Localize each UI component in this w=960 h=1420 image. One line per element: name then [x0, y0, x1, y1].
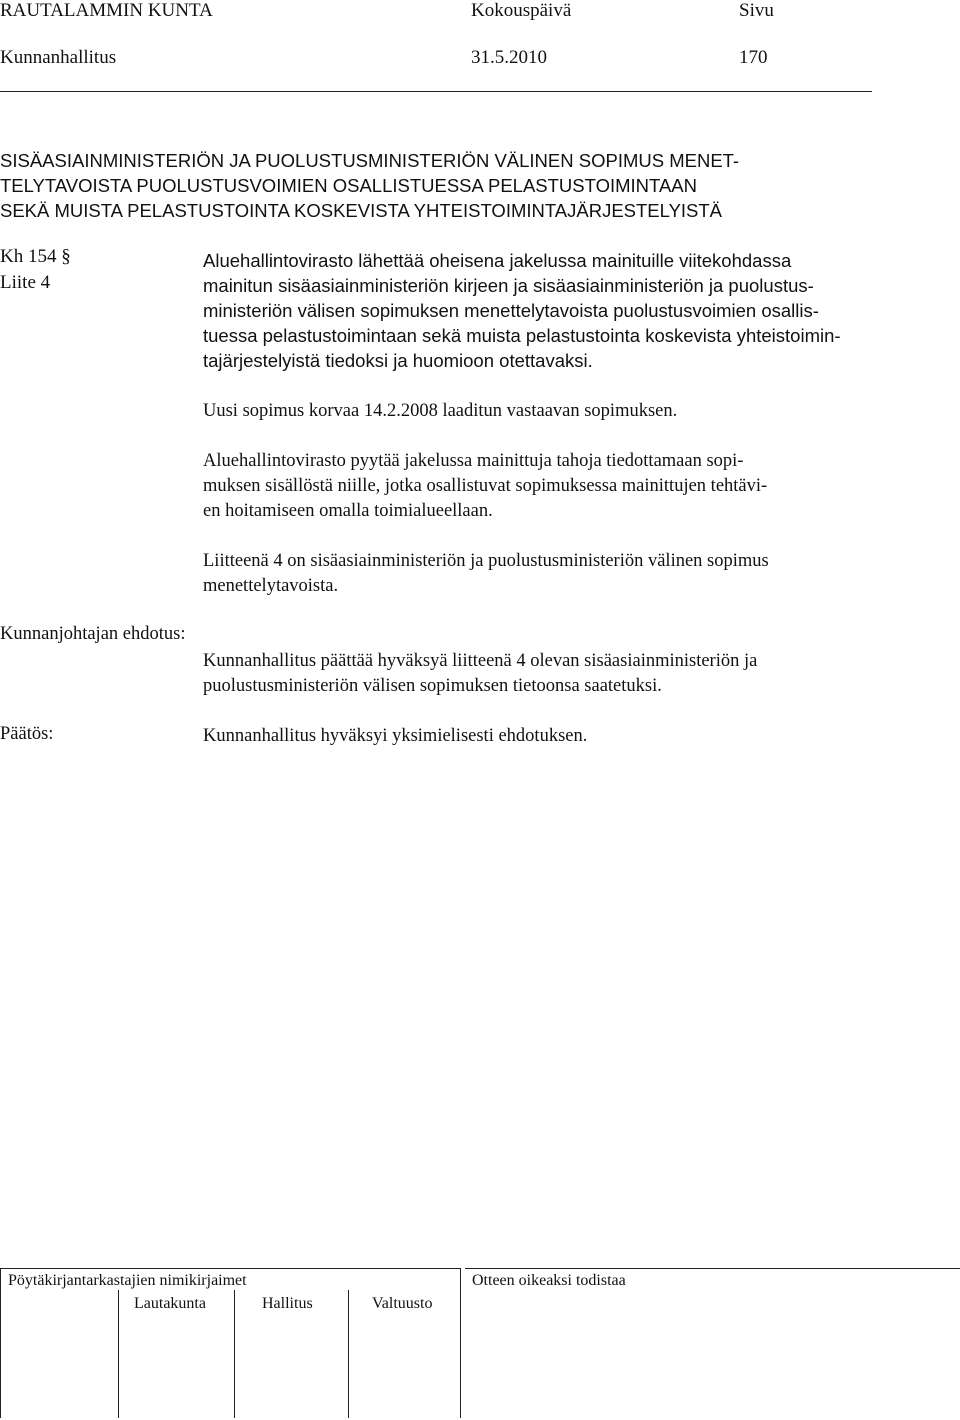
footer-divider-left — [0, 1268, 460, 1269]
footer-column-valtuusto: Valtuusto — [372, 1295, 433, 1312]
footer-vline-hallitus — [234, 1290, 235, 1418]
paragraph-2 — [203, 399, 677, 424]
paragraph-line: en hoitamiseen omalla toimialueellaan. — [203, 501, 493, 521]
paragraph-line: ministeriön välisen sopimuksen menettelytavoista puolustusvoimien osallis- — [203, 300, 819, 321]
meeting-date-label: Kokouspäivä — [471, 0, 572, 21]
paragraph-line: tuessa pelastustoimintaan sekä muista pelastustointa koskevista yhteistoimin- — [203, 325, 841, 346]
title-line: SISÄASIAINMINISTERIÖN JA PUOLUSTUSMINISTERIÖN VÄLINEN SOPIMUS MENET- — [0, 150, 740, 171]
copy-certification-label: Otteen oikeaksi todistaa — [472, 1272, 626, 1289]
paragraph-4 — [203, 549, 769, 599]
paragraph-line: tajärjestelyistä tiedoksi ja huomioon otettavaksi. — [203, 350, 593, 371]
attachment-label: Liite 4 — [0, 272, 51, 293]
paragraph-1 — [203, 248, 841, 373]
paragraph-line: mainitun sisäasiainministeriön kirjeen ja sisäasiainministeriön ja puolustus- — [203, 275, 814, 296]
decision-text: Kunnanhallitus hyväksyi yksimielisesti ehdotuksen. — [203, 726, 588, 746]
footer-divider-right — [465, 1268, 960, 1269]
footer-vline-lautakunta — [118, 1290, 119, 1418]
footer-column-hallitus: Hallitus — [262, 1295, 313, 1312]
paragraph-line: Uusi sopimus korvaa 14.2.2008 laaditun vastaavan sopimuksen. — [203, 401, 678, 421]
body-name: Kunnanhallitus — [0, 47, 117, 68]
section-number: Kh 154 § — [0, 246, 71, 267]
decision-label: Päätös: — [0, 724, 54, 744]
title-line: TELYTAVOISTA PUOLUSTUSVOIMIEN OSALLISTUESSA PELASTUSTOIMINTAAN — [0, 175, 698, 196]
page-number: 170 — [739, 47, 768, 68]
paragraph-line: Aluehallintovirasto lähettää oheisena jakelussa mainituille viitekohdassa — [203, 250, 792, 271]
footer-vline-valtuusto — [348, 1290, 349, 1418]
proposal-text — [203, 649, 757, 699]
footer-column-lautakunta: Lautakunta — [134, 1295, 206, 1312]
proposal-label: Kunnanjohtajan ehdotus: — [0, 624, 186, 644]
paragraph-line: menettelytavoista. — [203, 576, 339, 596]
paragraph-3 — [203, 449, 767, 524]
paragraph-line: puolustusministeriön välisen sopimuksen tietoonsa saatetuksi. — [203, 676, 662, 696]
paragraph-line: muksen sisällöstä niille, jotka osallistuvat sopimuksessa mainittujen tehtävi- — [203, 476, 768, 496]
document-title — [0, 148, 900, 223]
page-label: Sivu — [739, 0, 774, 21]
meeting-date: 31.5.2010 — [471, 47, 547, 68]
paragraph-line: Kunnanhallitus päättää hyväksyä liitteenä 4 olevan sisäasiainministeriön ja — [203, 651, 758, 671]
footer-vline-mid — [460, 1268, 461, 1418]
header-divider — [0, 91, 872, 92]
footer-vline-left — [0, 1268, 1, 1418]
paragraph-line: Liitteenä 4 on sisäasiainministeriön ja puolustusministeriön välinen sopimus — [203, 551, 769, 571]
title-line: SEKÄ MUISTA PELASTUSTOINTA KOSKEVISTA YHTEISTOIMINTAJÄRJESTELYISTÄ — [0, 200, 723, 221]
signatures-label: Pöytäkirjantarkastajien nimikirjaimet — [8, 1272, 247, 1289]
municipality-name: RAUTALAMMIN KUNTA — [0, 0, 213, 21]
paragraph-line: Aluehallintovirasto pyytää jakelussa mainittuja tahoja tiedottamaan sopi- — [203, 451, 744, 471]
